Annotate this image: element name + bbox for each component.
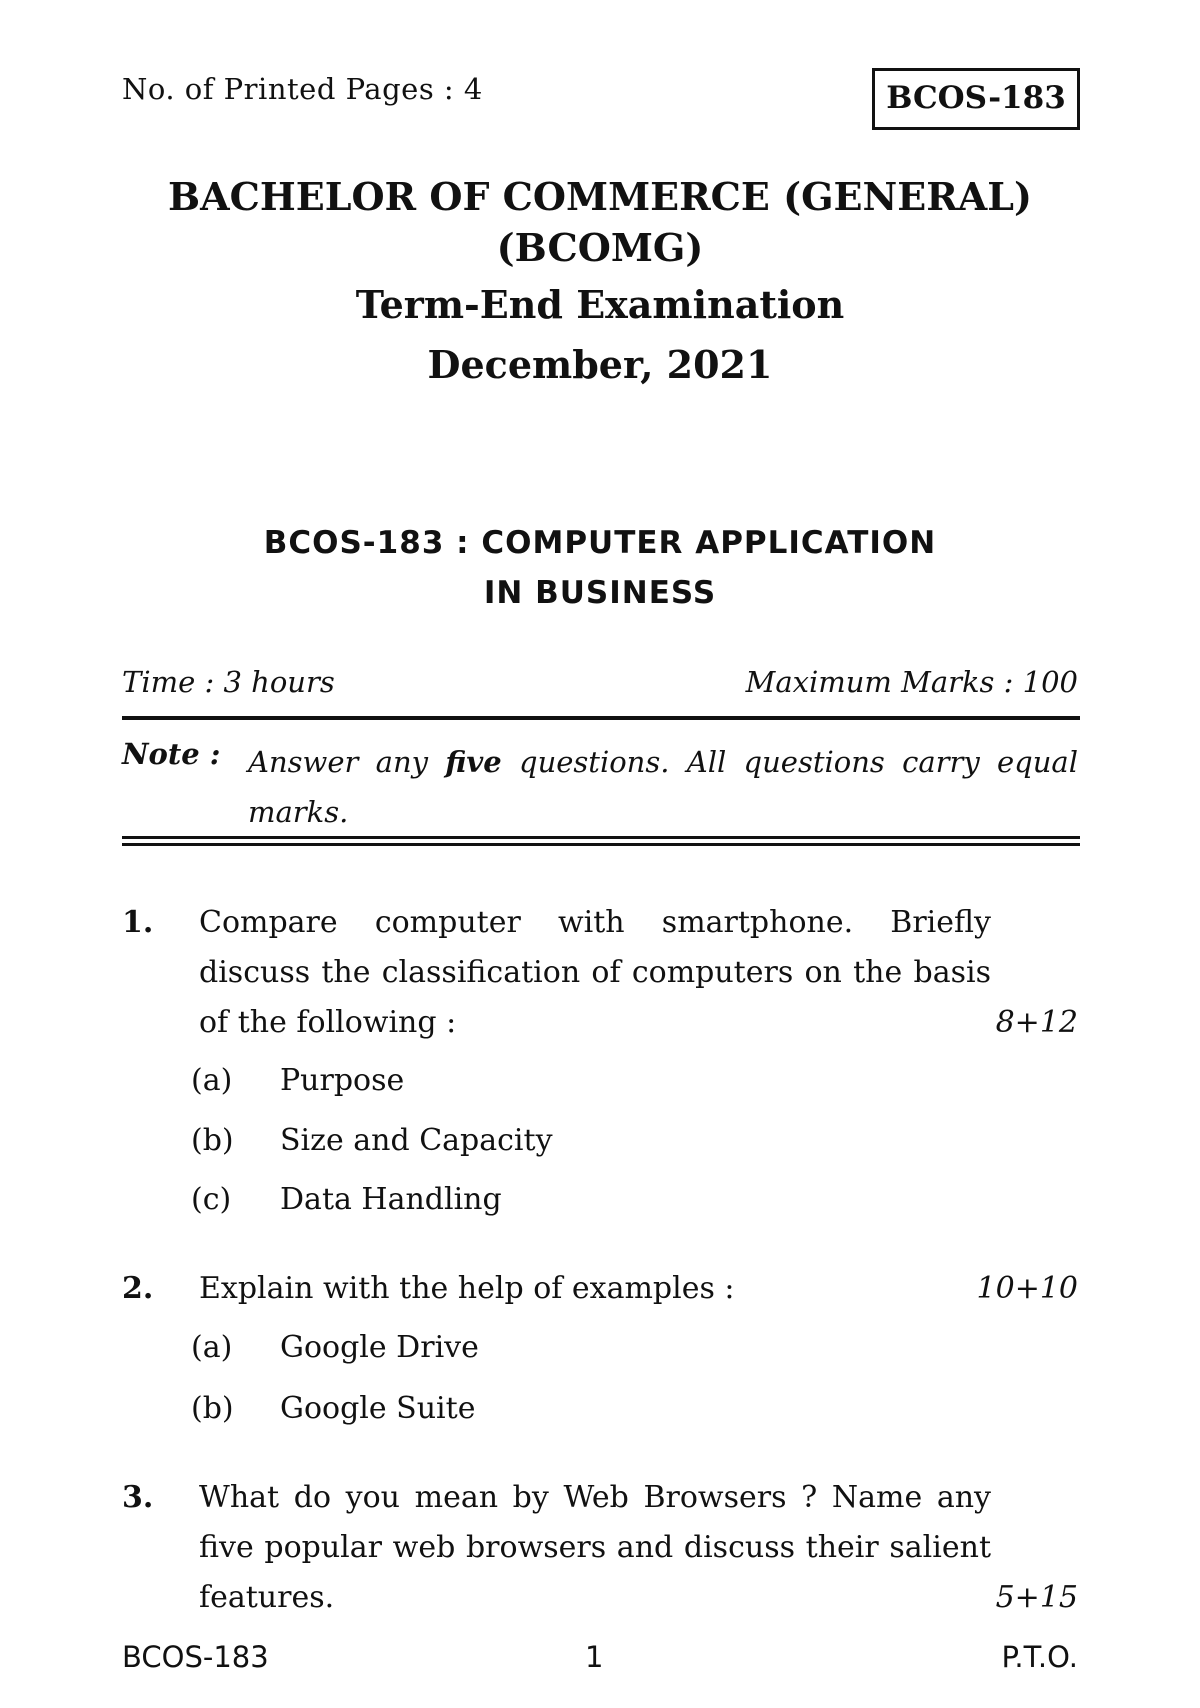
question-2-text: Explain with the help of examples : xyxy=(199,1271,735,1306)
subject-title-cont: IN BUSINESS xyxy=(483,575,717,611)
question-1-option-a-letter: (a) xyxy=(191,1063,233,1098)
question-1-option-b-text: Size and Capacity xyxy=(280,1123,553,1158)
question-3-number: 3. xyxy=(122,1480,154,1515)
question-2-number: 2. xyxy=(122,1271,154,1306)
question-1-text: Compare computer with smartphone. Briefly discuss the classification of computers on the basis of the following : xyxy=(199,905,991,1040)
subject-title: BCOS-183 : COMPUTER APPLICATION xyxy=(263,525,937,561)
question-1-option-a-text: Purpose xyxy=(280,1063,405,1098)
footer-paper-code: BCOS-183 xyxy=(122,1640,269,1674)
question-1-option-b-letter: (b) xyxy=(191,1123,234,1158)
question-2-option-b-text: Google Suite xyxy=(280,1391,476,1426)
question-1-marks: 8+12 xyxy=(995,1005,1078,1040)
printed-pages-count: No. of Printed Pages : 4 xyxy=(122,72,483,106)
exam-type: Term-End Examination xyxy=(355,282,845,327)
time-allowed: Time : 3 hours xyxy=(122,665,335,699)
programme-code: (BCOMG) xyxy=(496,225,704,270)
maximum-marks: Maximum Marks : 100 xyxy=(745,665,1078,699)
question-2-option-a-letter: (a) xyxy=(191,1330,233,1365)
footer-pto: P.T.O. xyxy=(1001,1640,1078,1674)
note-text xyxy=(248,737,1078,837)
question-1-option-c-letter: (c) xyxy=(191,1182,232,1217)
question-3-text: What do you mean by Web Browsers ? Name any five popular web browsers and discuss their salient features. xyxy=(199,1480,991,1615)
question-2-marks: 10+10 xyxy=(976,1271,1078,1306)
exam-date: December, 2021 xyxy=(427,342,773,387)
question-2-option-a-text: Google Drive xyxy=(280,1330,479,1365)
note-text-after: questions. All questions carry equal marks. xyxy=(248,745,1078,829)
programme-title: BACHELOR OF COMMERCE (GENERAL) xyxy=(168,174,1032,219)
double-rule-top xyxy=(122,836,1080,839)
question-3-marks: 5+15 xyxy=(995,1580,1078,1615)
question-1-number: 1. xyxy=(122,905,154,940)
note-label: Note : xyxy=(122,737,221,771)
paper-code-box: BCOS-183 xyxy=(872,68,1080,130)
divider-rule xyxy=(122,716,1080,720)
question-2-option-b-letter: (b) xyxy=(191,1391,234,1426)
footer-page-number: 1 xyxy=(585,1640,604,1674)
note-text-emphasis: five xyxy=(445,745,502,779)
note-text-before: Answer any xyxy=(248,745,446,779)
double-rule-bottom xyxy=(122,843,1080,846)
question-1-option-c-text: Data Handling xyxy=(280,1182,502,1217)
